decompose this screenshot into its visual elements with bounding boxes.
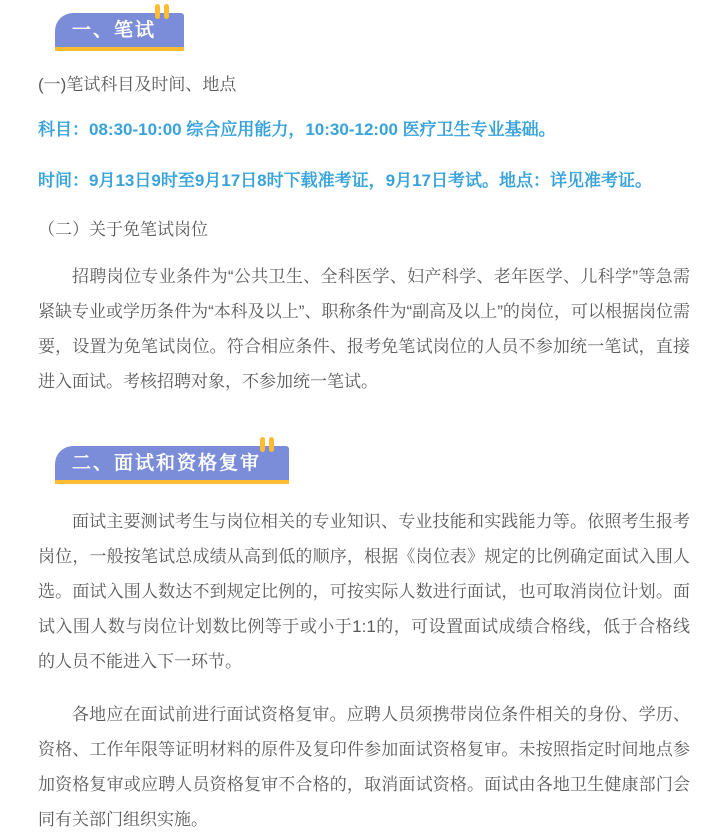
section2-heading-badge: [55, 446, 289, 484]
interview-paragraph-2: 各地应在面试前进行面试资格复审。应聘人员须携带岗位条件相关的身份、学历、资格、工作年限等证明材料的原件及复印件参加面试资格复审。未按照指定时间地点参加资格复审或应聘人员资格复审不合格的，取消面试资格。面试由各地卫生健康部门会同有关部门组织实施。: [38, 705, 690, 829]
section1-heading-badge: [55, 13, 184, 51]
section1-subheading-2: （二）关于免笔试岗位: [38, 220, 208, 239]
exam-time-location-line: 时间：9月13日9时至9月17日8时下载准考证，9月17日考试。地点：详见准考证。: [38, 171, 652, 190]
exemption-paragraph: 招聘岗位专业条件为“公共卫生、全科医学、妇产科学、老年医学、儿科学”等急需紧缺专业或学历条件为“本科及以上”、职称条件为“副高及以上”的岗位，可以根据岗位需要，设置为免笔试岗位。符合相应条件、报考免笔试岗位的人员不参加统一笔试，直接进入面试。考核招聘对象，不参加统一笔试。: [38, 267, 690, 391]
section-interview-review: [38, 446, 690, 837]
quote-marks-icon: [260, 437, 274, 452]
interview-paragraph-1: 面试主要测试考生与岗位相关的专业知识、专业技能和实践能力等。依照考生报考岗位，一般按笔试总成绩从高到低的顺序，根据《岗位表》规定的比例确定面试入围人选。面试入围人数达不到规定比例的，可按实际人数进行面试，也可取消岗位计划。面试入围人数与岗位计划数比例等于或小于1:1的，可设置面试成绩合格线，低于合格线的人员不能进入下一环节。: [38, 512, 690, 671]
exam-subjects-line: 科目：08:30-10:00 综合应用能力，10:30-12:00 医疗卫生专业基础。: [38, 120, 556, 139]
section-written-test: [38, 13, 690, 399]
section2-heading-text: 二、面试和资格复审: [72, 453, 262, 474]
section1-heading-text: 一、笔试: [72, 20, 157, 41]
quote-marks-icon: [155, 4, 169, 19]
section1-subheading-1: (一)笔试科目及时间、地点: [38, 75, 237, 94]
